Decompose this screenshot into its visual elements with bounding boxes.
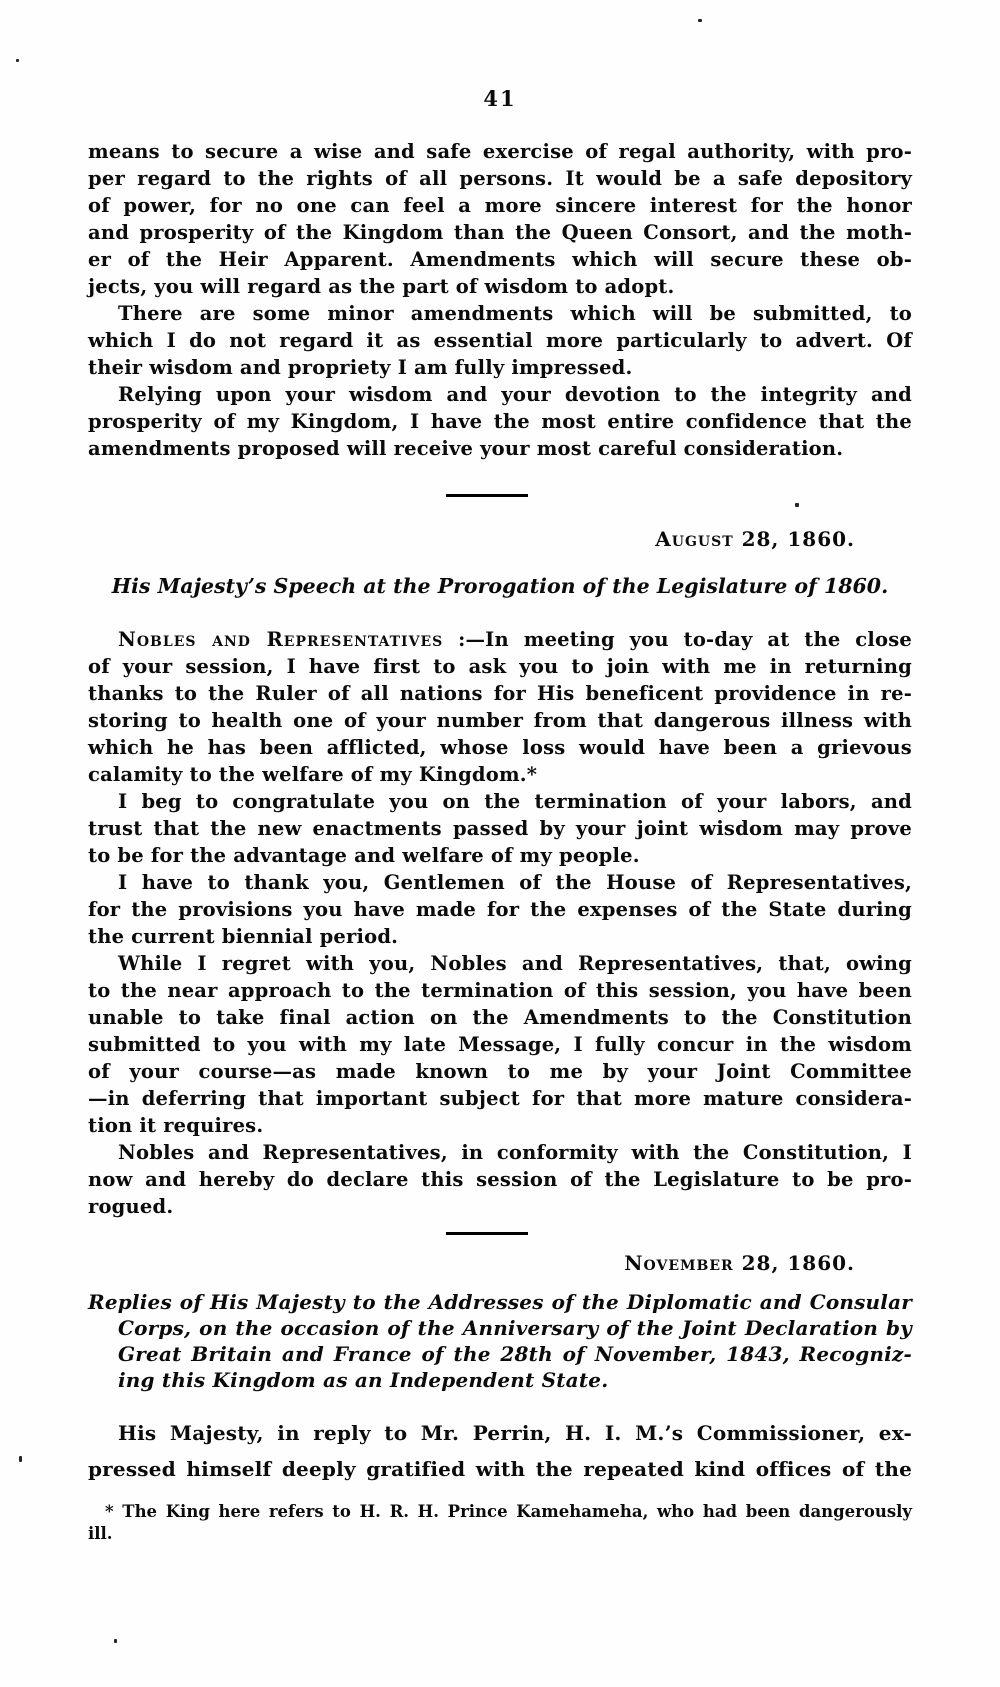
- text-line: ing this Kingdom as an Independent State.: [118, 1368, 609, 1392]
- text-line: —in deferring that important subject for that more mature considera-: [88, 1087, 912, 1110]
- text-line: of your course—as made known to me by your Joint Committee: [88, 1060, 912, 1083]
- text-line: tion it requires.: [88, 1114, 264, 1137]
- paragraph-continuation: [88, 138, 912, 300]
- text-line: er of the Heir Apparent. Amendments which will secure these ob-: [88, 248, 912, 271]
- paragraph-minor-amendments: [88, 300, 912, 381]
- paragraph-relying: [88, 381, 912, 462]
- page-number: 41: [483, 86, 517, 111]
- text-line: ill.: [88, 1524, 113, 1543]
- text-line: pressed himself deeply gratified with the repeated kind offices of the: [88, 1457, 912, 1481]
- text-line: now and hereby do declare this session of the Legislature to be pro-: [88, 1168, 912, 1191]
- salutation-smallcaps: Nobles and Representatives: [118, 628, 444, 651]
- text-line: storing to health one of your number from that dangerous illness with: [88, 709, 912, 732]
- date-august: August 28, 1860.: [655, 527, 855, 551]
- scan-speck: [19, 1456, 22, 1462]
- paragraph-congratulate: [88, 788, 912, 869]
- text-line: their wisdom and propriety I am fully impressed.: [88, 356, 633, 379]
- text-line: [88, 626, 912, 653]
- speech-heading: His Majesty’s Speech at the Prorogation of the Legislature of 1860.: [111, 574, 889, 598]
- paragraph-salutation: [88, 626, 912, 788]
- text-line: per regard to the rights of all persons. It would be a safe depository: [88, 167, 912, 190]
- text-line: Corps, on the occasion of the Anniversary of the Joint Declaration by: [118, 1316, 912, 1340]
- salutation-rest: :—In meeting you to-day at the close: [443, 628, 912, 651]
- text-line: and prosperity of the Kingdom than the Queen Consort, and the moth-: [88, 221, 912, 244]
- text-line: to be for the advantage and welfare of my people.: [88, 844, 640, 867]
- text-line: means to secure a wise and safe exercise of regal authority, with pro-: [88, 140, 912, 163]
- text-line: jects, you will regard as the part of wisdom to adopt.: [88, 275, 675, 298]
- text-line: to the near approach to the termination of this session, you have been: [88, 979, 912, 1002]
- paragraph-regret: [88, 950, 912, 1139]
- text-line: I have to thank you, Gentlemen of the House of Representatives,: [118, 871, 912, 894]
- text-line: thanks to the Ruler of all nations for His beneficent providence in re-: [88, 682, 912, 705]
- text-line: prosperity of my Kingdom, I have the most entire confidence that the: [88, 410, 912, 433]
- scan-speck: [16, 59, 19, 62]
- text-line: amendments proposed will receive your most careful consideration.: [88, 437, 844, 460]
- text-line: which he has been afflicted, whose loss would have been a grievous: [88, 736, 912, 759]
- text-line: of your session, I have first to ask you to join with me in returning: [88, 655, 912, 678]
- text-line: Nobles and Representatives, in conformity with the Constitution, I: [118, 1141, 912, 1164]
- text-line: While I regret with you, Nobles and Representatives, that, owing: [118, 952, 912, 975]
- scan-speck: [795, 503, 799, 507]
- text-line: Replies of His Majesty to the Addresses of the Diplomatic and Consular: [88, 1290, 912, 1314]
- date-november: November 28, 1860.: [624, 1251, 855, 1275]
- scan-speck: [114, 1639, 117, 1643]
- text-line: of power, for no one can feel a more sincere interest for the honor: [88, 194, 912, 217]
- paragraph-perrin-reply: [88, 1415, 912, 1487]
- text-line: trust that the new enactments passed by your joint wisdom may prove: [88, 817, 912, 840]
- text-line: unable to take final action on the Amendments to the Constitution: [88, 1006, 912, 1029]
- text-line: rogued.: [88, 1195, 174, 1218]
- footnote: [88, 1501, 912, 1545]
- text-line: submitted to you with my late Message, I fully concur in the wisdom: [88, 1033, 912, 1056]
- text-line: His Majesty, in reply to Mr. Perrin, H. I. M.’s Commissioner, ex-: [118, 1421, 912, 1445]
- text-line: I beg to congratulate you on the termination of your labors, and: [118, 790, 912, 813]
- paragraph-lines: [88, 653, 912, 788]
- text-line: There are some minor amendments which will be submitted, to: [118, 302, 912, 325]
- text-line: for the provisions you have made for the expenses of the State during: [88, 898, 912, 921]
- text-line: Great Britain and France of the 28th of November, 1843, Recogniz-: [118, 1342, 912, 1366]
- section-divider: [446, 1232, 528, 1235]
- text-line: the current biennial period.: [88, 925, 399, 948]
- text-line: * The King here refers to H. R. H. Prince Kamehameha, who had been dangerously: [105, 1502, 912, 1521]
- text-line: calamity to the welfare of my Kingdom.*: [88, 763, 538, 786]
- scan-speck: [698, 19, 702, 22]
- replies-heading: [88, 1289, 912, 1393]
- paragraph-prorogue: [88, 1139, 912, 1220]
- paragraph-thank-house: [88, 869, 912, 950]
- text-line: which I do not regard it as essential more particularly to advert. Of: [88, 329, 912, 352]
- section-divider: [446, 494, 528, 497]
- text-line: Relying upon your wisdom and your devotion to the integrity and: [118, 383, 912, 406]
